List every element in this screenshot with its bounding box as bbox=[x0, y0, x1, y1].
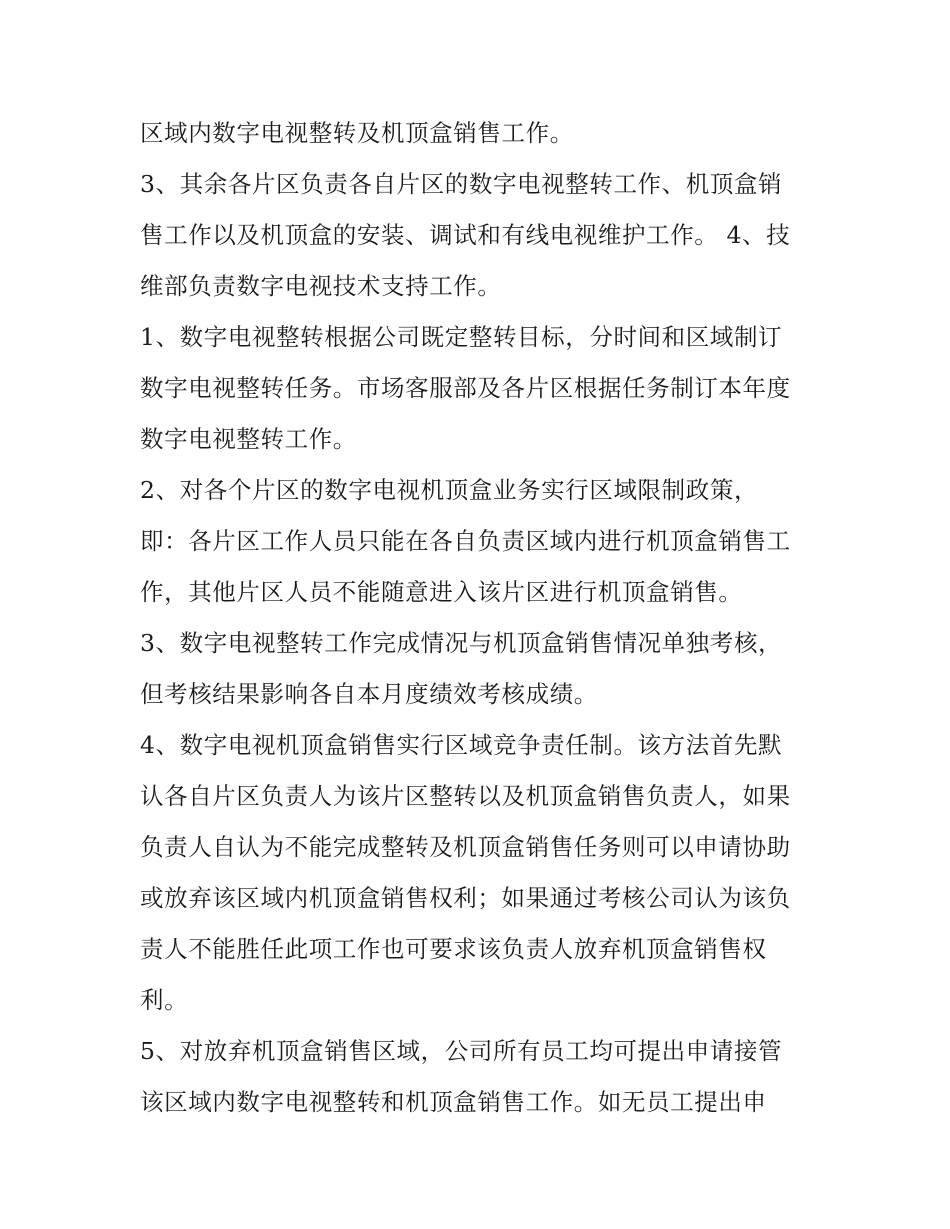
text-line-3: 售工作以及机顶盒的安装、调试和有线电视维护工作。 4、技 bbox=[140, 221, 791, 249]
text-line-17: 责人不能胜任此项工作也可要求该负责人放弃机顶盒销售权 bbox=[140, 935, 767, 963]
text-line-15: 负责人自认为不能完成整转及机顶盒销售任务则可以申请协助 bbox=[140, 833, 791, 861]
text-line-19: 5、对放弃机顶盒销售区域，公司所有员工均可提出申请接管 bbox=[140, 1037, 783, 1065]
text-line-4: 维部负责数字电视技术支持工作。 bbox=[140, 272, 502, 300]
text-line-14: 认各自片区负责人为该片区整转以及机顶盒销售负责人，如果 bbox=[140, 782, 791, 810]
text-line-10: 作，其他片区人员不能随意进入该片区进行机顶盒销售。 bbox=[140, 578, 743, 606]
text-line-20: 该区域内数字电视整转和机顶盒销售工作。如无员工提出申 bbox=[140, 1088, 767, 1116]
text-line-9: 即：各片区工作人员只能在各自负责区域内进行机顶盒销售工 bbox=[140, 527, 791, 555]
text-line-2: 3、其余各片区负责各自片区的数字电视整转工作、机顶盒销 bbox=[140, 170, 783, 198]
text-line-16: 或放弃该区域内机顶盒销售权利；如果通过考核公司认为该负 bbox=[140, 884, 791, 912]
text-line-1: 区域内数字电视整转及机顶盒销售工作。 bbox=[140, 119, 574, 147]
text-line-8: 2、对各个片区的数字电视机顶盒业务实行区域限制政策， bbox=[140, 476, 759, 504]
text-line-18: 利。 bbox=[140, 986, 189, 1014]
text-line-6: 数字电视整转任务。市场客服部及各片区根据任务制订本年度 bbox=[140, 374, 791, 402]
text-line-12: 但考核结果影响各自本月度绩效考核成绩。 bbox=[140, 680, 598, 708]
text-line-13: 4、数字电视机顶盒销售实行区域竞争责任制。该方法首先默 bbox=[140, 731, 783, 759]
text-line-5: 1、数字电视整转根据公司既定整转目标，分时间和区域制订 bbox=[140, 323, 783, 351]
text-line-7: 数字电视整转工作。 bbox=[140, 425, 357, 453]
text-line-11: 3、数字电视整转工作完成情况与机顶盒销售情况单独考核， bbox=[140, 629, 783, 657]
document-body bbox=[140, 108, 830, 1128]
